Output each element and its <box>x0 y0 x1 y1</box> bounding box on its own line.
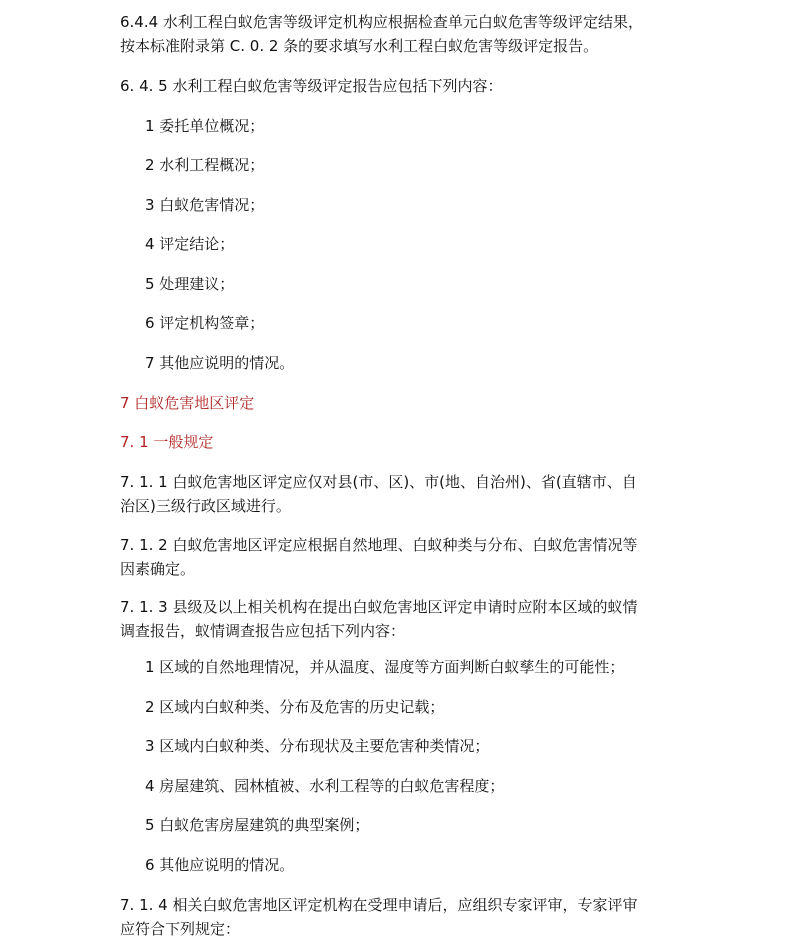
paragraph-7-1-1-line-2: 治区)三级行政区域进行。 <box>120 497 291 515</box>
paragraph-7-1-1-line-1: 7. 1. 1 白蚁危害地区评定应仅对县(市、区)、市(地、自治州)、省(直辖市、自 <box>120 473 637 491</box>
list-item: 1 区域的自然地理情况，并从温度、湿度等方面判断白蚁孳生的可能性； <box>145 658 625 676</box>
paragraph-6-4-5: 6. 4. 5 水利工程白蚁危害等级评定报告应包括下列内容： <box>120 77 503 95</box>
section-heading-7-1: 7. 1 一般规定 <box>120 433 214 451</box>
list-item: 2 区域内白蚁种类、分布及危害的历史记载； <box>145 698 445 716</box>
paragraph-7-1-4-line-1: 7. 1. 4 相关白蚁危害地区评定机构在受理申请后，应组织专家评审，专家评审 <box>120 896 638 914</box>
list-item: 4 评定结论； <box>145 235 235 253</box>
list-item: 6 评定机构签章； <box>145 314 265 332</box>
paragraph-7-1-4-line-2: 应符合下列规定： <box>120 920 241 938</box>
list-item: 7 其他应说明的情况。 <box>145 354 295 372</box>
paragraph-7-1-2-line-1: 7. 1. 2 白蚁危害地区评定应根据自然地理、白蚁种类与分布、白蚁危害情况等 <box>120 536 638 554</box>
section-heading-7: 7 白蚁危害地区评定 <box>120 394 255 412</box>
paragraph-6-4-4-line-1: 6.4.4 水利工程白蚁危害等级评定机构应根据检查单元白蚁危害等级评定结果， <box>120 13 643 31</box>
list-item: 1 委托单位概况； <box>145 117 265 135</box>
list-item: 3 区域内白蚁种类、分布现状及主要危害种类情况； <box>145 737 490 755</box>
list-item: 5 白蚁危害房屋建筑的典型案例； <box>145 816 370 834</box>
list-item: 6 其他应说明的情况。 <box>145 856 295 874</box>
paragraph-6-4-4-line-2: 按本标准附录第 C. 0. 2 条的要求填写水利工程白蚁危害等级评定报告。 <box>120 37 599 55</box>
paragraph-7-1-3-line-1: 7. 1. 3 县级及以上相关机构在提出白蚁危害地区评定申请时应附本区域的蚁情 <box>120 598 638 616</box>
paragraph-7-1-3-line-2: 调查报告，蚁情调查报告应包括下列内容： <box>120 622 406 640</box>
list-item: 4 房屋建筑、园林植被、水利工程等的白蚁危害程度； <box>145 777 505 795</box>
list-item: 5 处理建议； <box>145 275 235 293</box>
paragraph-7-1-2-line-2: 因素确定。 <box>120 560 196 578</box>
list-item: 2 水利工程概况； <box>145 156 265 174</box>
list-item: 3 白蚁危害情况； <box>145 196 265 214</box>
